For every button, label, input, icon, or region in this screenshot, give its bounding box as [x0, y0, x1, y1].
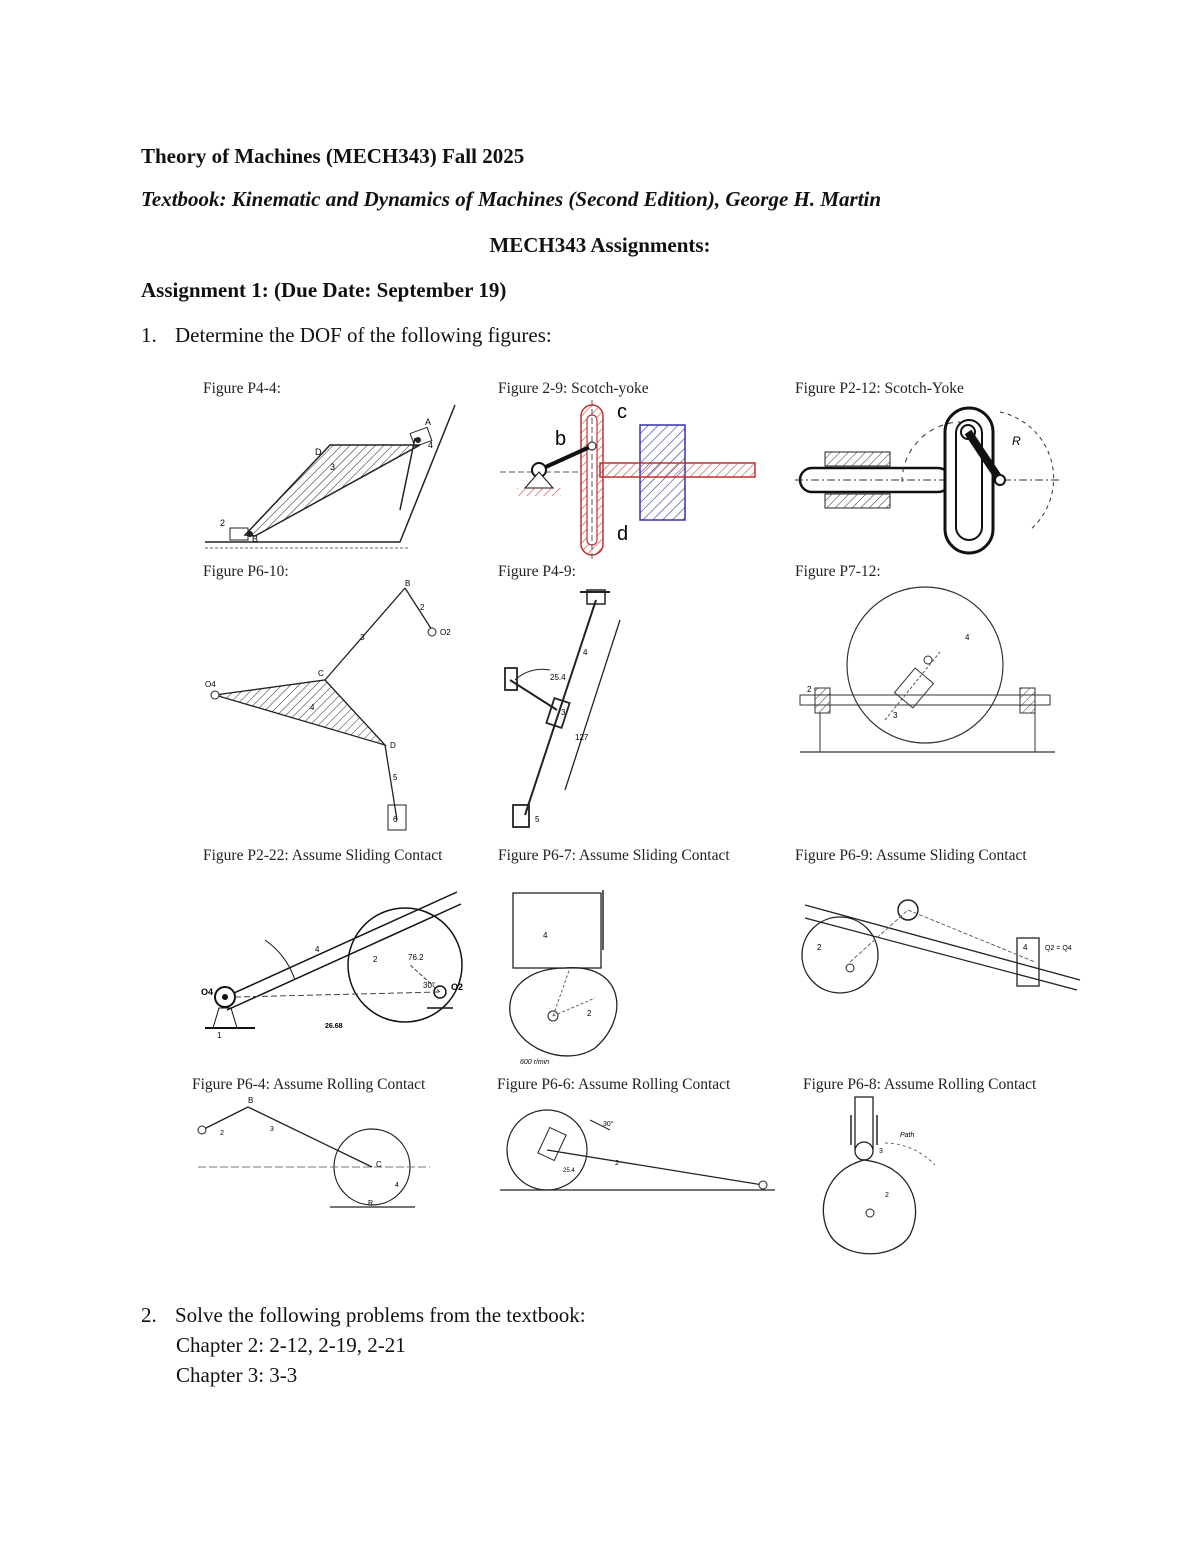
- label-76-2: 76.2: [408, 953, 424, 962]
- figure-caption: Figure P6-9: Assume Sliding Contact: [795, 847, 1027, 864]
- label-d: d: [617, 523, 629, 545]
- label-4: 4: [395, 1182, 399, 1189]
- figure-p2-12-scotch-yoke: [790, 400, 1065, 560]
- label-q2-q4: Q2 = Q4: [1045, 945, 1072, 952]
- label-r: R: [1012, 434, 1021, 448]
- label-2: 2: [615, 1160, 619, 1167]
- label-b: B: [405, 580, 411, 588]
- figure-caption: Figure P2-22: Assume Sliding Contact: [203, 847, 443, 864]
- label-2: 2: [807, 685, 812, 694]
- figure-p4-9: [495, 580, 755, 840]
- label-c: C: [376, 1160, 382, 1169]
- label-r: R: [368, 1200, 374, 1207]
- label-2: 2: [885, 1192, 889, 1199]
- figure-2-9-scotch-yoke: [495, 400, 760, 560]
- label-2: 2: [220, 1130, 224, 1137]
- chapter-2-problems: Chapter 2: 2-12, 2-19, 2-21: [176, 1333, 406, 1357]
- label-d: D: [390, 741, 396, 750]
- label-2: 2: [587, 1009, 592, 1018]
- question-1-number: 1.: [141, 323, 157, 347]
- label-o2: O2: [451, 982, 464, 992]
- label-30-deg: 30°: [423, 981, 436, 990]
- label-3: 3: [360, 633, 365, 642]
- label-o4: O4: [205, 680, 216, 689]
- label-4: 4: [315, 945, 320, 954]
- assignment-title: Assignment 1: (Due Date: September 19): [141, 278, 507, 302]
- figure-caption: Figure P6-6: Assume Rolling Contact: [497, 1076, 731, 1093]
- label-3: 3: [879, 1148, 883, 1155]
- figure-p6-7: [495, 868, 755, 1068]
- figure-caption: Figure P4-4:: [203, 380, 281, 397]
- label-1: 1: [217, 1031, 222, 1040]
- label-4: 4: [583, 648, 588, 657]
- figure-caption: Figure P6-7: Assume Sliding Contact: [498, 847, 730, 864]
- label-c: C: [318, 669, 324, 678]
- figure-caption: Figure P6-10:: [203, 563, 289, 580]
- label-b: B: [248, 1096, 254, 1105]
- figure-caption: Figure 2-9: Scotch-yoke: [498, 380, 649, 397]
- label-path: Path: [900, 1132, 915, 1139]
- label-5: 5: [393, 773, 398, 782]
- label-6: 6: [393, 815, 398, 824]
- label-3: 3: [561, 708, 566, 717]
- label-4: 4: [310, 703, 315, 712]
- figure-caption: Figure P7-12:: [795, 563, 881, 580]
- label-25-4: 25.4: [550, 673, 566, 682]
- figure-p6-8: [795, 1095, 945, 1260]
- label-4: 4: [1023, 943, 1028, 952]
- label-3: 3: [893, 711, 898, 720]
- label-3: 3: [270, 1126, 274, 1133]
- label-26-68: 26.68: [325, 1023, 343, 1030]
- label-2: 2: [373, 955, 378, 964]
- question-2-number: 2.: [141, 1303, 157, 1327]
- question-1-text: Determine the DOF of the following figures:: [175, 323, 552, 347]
- label-b: B: [252, 534, 259, 544]
- label-2: 2: [817, 943, 822, 952]
- label-30-deg: 30°: [603, 1121, 614, 1128]
- figure-p4-4: [200, 400, 460, 560]
- course-title: Theory of Machines (MECH343) Fall 2025: [141, 144, 525, 168]
- figure-p2-22: [195, 870, 470, 1040]
- label-600-rpm: 600 r/min: [520, 1059, 550, 1066]
- label-5: 5: [535, 815, 540, 824]
- question-2-text: Solve the following problems from the textbook:: [175, 1303, 586, 1327]
- label-a: A: [425, 417, 432, 427]
- figure-p6-4: [190, 1095, 455, 1220]
- label-4: 4: [543, 931, 548, 940]
- question-2: [141, 1303, 586, 1328]
- label-o4: O4: [201, 987, 214, 997]
- label-3: 3: [330, 462, 336, 472]
- label-d: D: [315, 447, 322, 457]
- figure-p6-9: [795, 870, 1085, 1010]
- assignments-heading: MECH343 Assignments:: [489, 233, 711, 257]
- figure-p6-6: [495, 1100, 785, 1210]
- label-2: 2: [420, 603, 425, 612]
- label-25-4: 25.4: [563, 1168, 575, 1174]
- figure-caption: Figure P6-4: Assume Rolling Contact: [192, 1076, 426, 1093]
- figure-caption: Figure P4-9:: [498, 563, 576, 580]
- chapter-3-problems: Chapter 3: 3-3: [176, 1363, 298, 1387]
- figure-caption: Figure P6-8: Assume Rolling Contact: [803, 1076, 1037, 1093]
- textbook-reference: Textbook: Kinematic and Dynamics of Machines (Second Edition), George H. Martin: [141, 187, 882, 211]
- label-c: c: [617, 401, 627, 423]
- label-4: 4: [965, 633, 970, 642]
- label-o2: O2: [440, 628, 451, 637]
- figure-caption: Figure P2-12: Scotch-Yoke: [795, 380, 964, 397]
- figure-p7-12: [790, 580, 1065, 770]
- question-1: [141, 323, 552, 348]
- label-127: 127: [575, 733, 589, 742]
- figure-p6-10: [200, 580, 460, 840]
- label-b: b: [555, 428, 567, 450]
- label-2: 2: [220, 518, 226, 528]
- label-4: 4: [428, 440, 434, 450]
